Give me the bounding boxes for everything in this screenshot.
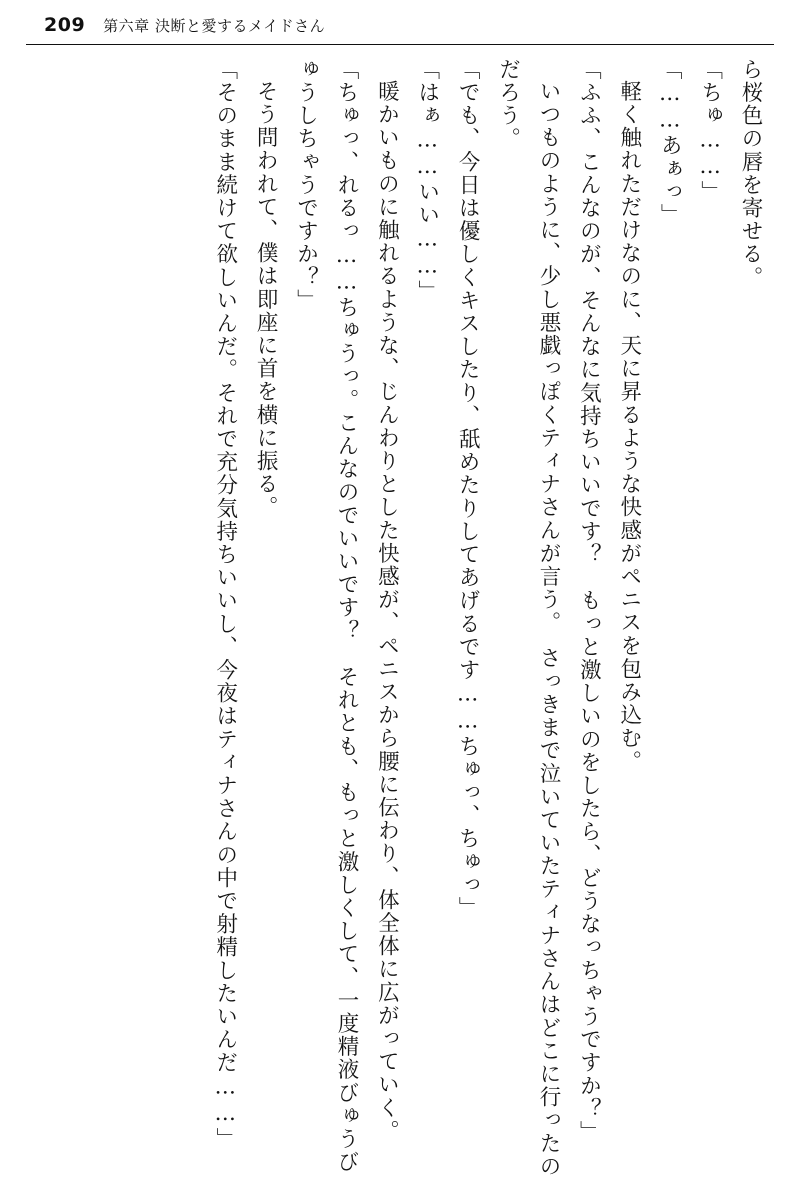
- chapter-title: 第六章 決断と愛するメイドさん: [103, 17, 326, 35]
- page-number: 209: [44, 14, 86, 36]
- vertical-text-block: [204, 58, 770, 1188]
- paragraph: 「はぁ……いい……」: [414, 58, 440, 303]
- paragraph: 「ちゅ……」: [697, 58, 723, 204]
- paragraph: 「ふふ、こんなのが、そんなに気持ちいいです？ もっと激しいのをしたら、どうなっちゃうですか？」: [576, 58, 602, 1144]
- page-header: [44, 14, 756, 44]
- paragraph: ら桜色の唇を寄せる。: [738, 58, 763, 289]
- paragraph: 軽く触れただけなのに、天に昇るような快感がペニスを包み込む。: [616, 79, 642, 773]
- header-divider: [26, 44, 774, 45]
- paragraph: 「ちゅっ、れるっ……ちゅうっ。こんなのでいいです？ それとも、もっと激しくして、一度精液びゅうびゅうしちゃうですか？」: [293, 58, 359, 1174]
- paragraph: 「……あぁっ」: [657, 58, 683, 227]
- paragraph: いつものように、少し悪戯っぽくティナさんが言う。 さっきまで泣いていたティナさんはどこに行ったのだろう。: [495, 58, 561, 1178]
- page-body: [30, 58, 770, 1190]
- paragraph: そう問われて、僕は即座に首を横に振る。: [253, 79, 279, 519]
- paragraph: 「でも、今日は優しくキスしたり、舐めたりしてあげるです……ちゅっ、ちゅっ」: [455, 58, 481, 920]
- paragraph: 暖かいものに触れるような、じんわりとした快感が、ペニスから腰に伝わり、体全体に広がっていく。: [374, 79, 400, 1143]
- paragraph: 「そのまま続けて欲しいんだ。それで充分気持ちいいし、今夜はティナさんの中で射精したいんだ……」: [212, 58, 238, 1151]
